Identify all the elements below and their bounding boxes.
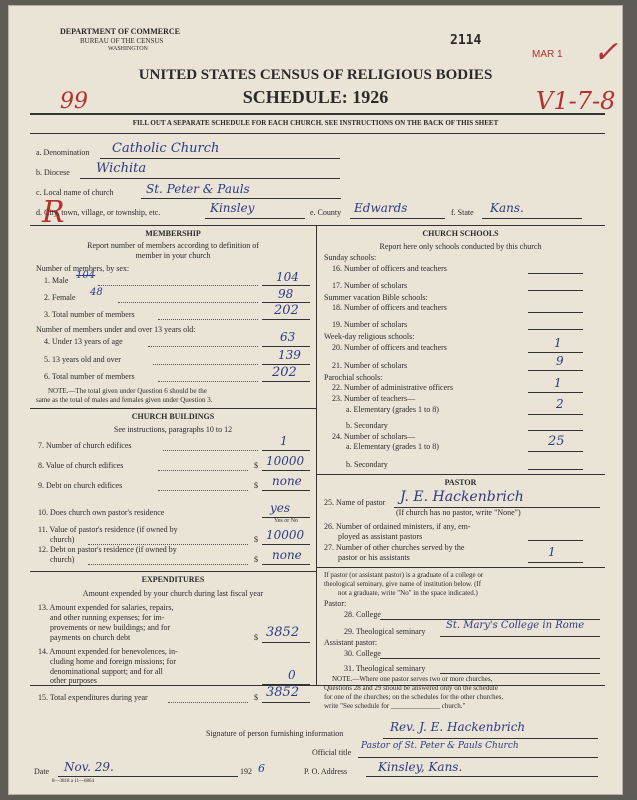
q7-line: [262, 450, 310, 451]
q4-under13-label: 4. Under 13 years of age: [44, 337, 123, 346]
q15-line: [262, 702, 310, 703]
q26-line-2: ployed as assistant pastors: [338, 532, 423, 541]
header-rule-top: [30, 113, 605, 115]
official-title-label: Official title: [312, 748, 352, 757]
q12-label-1: 12. Debt on pastor's residence (if owned by: [38, 545, 177, 554]
q27-line: [528, 562, 583, 563]
q20-line: [528, 352, 583, 353]
q8-dollar: $: [254, 461, 258, 470]
q3-total-label: 3. Total number of members: [44, 310, 135, 319]
q25-value: J. E. Hackenbrich: [400, 489, 524, 505]
q16-line: [528, 273, 583, 274]
q15-label: 15. Total expenditures during year: [38, 693, 148, 702]
q26-line: [528, 540, 583, 541]
q4-leader: [148, 346, 258, 347]
q22-value: 1: [554, 376, 562, 390]
membership-intro-1: Report number of members according to definition of: [87, 241, 259, 250]
po-address-line: [366, 776, 598, 777]
q1-leader: [98, 285, 258, 286]
local-name-label: c. Local name of church: [36, 188, 114, 197]
q6-total-value: 202: [272, 365, 297, 380]
q13-dollar: $: [254, 633, 258, 642]
q11-value: 10000: [266, 528, 305, 542]
q1-male-label: 1. Male: [44, 276, 69, 285]
official-title-line: [358, 757, 598, 758]
q1-male-note: 104: [76, 270, 96, 281]
q14-line-2: cluding home and foreign missions; for: [50, 657, 176, 666]
membership-heading: MEMBERSHIP: [145, 229, 201, 238]
pastor-heading: PASTOR: [444, 478, 477, 487]
q25-hint: (If church has no pastor, write "None"): [396, 508, 521, 517]
q21-label: 21. Number of scholars: [332, 361, 408, 370]
assistant-pastor-label: Assistant pastor:: [324, 638, 378, 647]
q14-line-4: other purposes: [50, 676, 97, 685]
q29-label: 29. Theological seminary: [344, 627, 426, 636]
q21-line: [528, 370, 583, 371]
fill-instructions: FILL OUT A SEPARATE SCHEDULE FOR EACH CHURCH. SEE INSTRUCTIONS ON THE BACK OF THIS SHEET: [132, 119, 499, 127]
state-line: [482, 218, 582, 219]
q10-value: yes: [270, 501, 291, 515]
header-rule-bottom: [30, 133, 605, 134]
q13-line: [262, 642, 310, 643]
q24b-line: [528, 469, 583, 470]
q11-label-2: church): [50, 535, 75, 544]
signature-value: Rev. J. E. Hackenbrich: [390, 720, 526, 734]
membership-note-1: NOTE.—The total given under Question 6 should be the: [48, 387, 207, 395]
q2-leader: [118, 302, 258, 303]
q27-line-1: 27. Number of other churches served by the: [324, 543, 465, 552]
q1-line: [262, 285, 310, 286]
graduate-line-3: not a graduate, write "No" in the space indicated.): [338, 589, 478, 597]
q4-under13-value: 63: [280, 330, 296, 344]
census-schedule-sheet: [8, 5, 623, 795]
q12-value: none: [272, 548, 302, 562]
summer-schools-label: Summer vacation Bible schools:: [324, 293, 428, 302]
diocese-value: Wichita: [96, 161, 147, 176]
expenditures-sub: Amount expended by your church during last fiscal year: [82, 589, 264, 598]
q9-line: [262, 490, 310, 491]
q9-leader: [158, 490, 248, 491]
q20-label: 20. Number of officers and teachers: [332, 343, 447, 352]
q13-line-2: and other running expenses; for im-: [50, 613, 165, 622]
q9-value: none: [272, 474, 302, 488]
q7-value: 1: [280, 434, 288, 448]
graduate-line-1: If pastor (or assistant pastor) is a graduate of a college or: [324, 571, 484, 579]
q25-label: 25. Name of pastor: [324, 498, 386, 507]
q5-leader: [153, 364, 258, 365]
q29-value: St. Mary's College in Rome: [446, 620, 585, 631]
q8-line: [262, 470, 310, 471]
city-name: WASHINGTON: [108, 46, 148, 52]
q2-female-note: 48: [90, 287, 103, 298]
q6-line: [262, 381, 310, 382]
red-note-left: 99: [60, 89, 88, 114]
q23b-line: [528, 430, 583, 431]
department-name: DEPARTMENT OF COMMERCE: [60, 27, 181, 36]
q23a-label: a. Elementary (grades 1 to 8): [346, 405, 439, 414]
q18-line: [528, 312, 583, 313]
q3-total-value: 202: [274, 303, 299, 318]
q23a-value: 2: [556, 397, 564, 411]
denomination-value: Catholic Church: [112, 141, 220, 156]
schools-heading: CHURCH SCHOOLS: [422, 229, 499, 238]
date-value: Nov. 29.: [64, 760, 114, 774]
q29-line: [440, 636, 600, 637]
q28-label: 28. College: [344, 610, 381, 619]
q27-line-2: pastor or his assistants: [338, 553, 410, 562]
q19-line: [528, 329, 583, 330]
buildings-rule: [30, 408, 316, 409]
q11-dollar: $: [254, 535, 258, 544]
q26-line-1: 26. Number of ordained ministers, if any, em-: [324, 522, 471, 531]
state-value: Kans.: [490, 201, 524, 215]
q2-female-label: 2. Female: [44, 293, 76, 302]
q21-value: 9: [556, 354, 564, 368]
form-subtitle: SCHEDULE: 1926: [242, 87, 389, 107]
parochial-schools-label: Parochial schools:: [324, 373, 383, 382]
q24b-label: b. Secondary: [346, 460, 388, 469]
q14-value: 0: [288, 668, 296, 682]
q5-over13-value: 139: [278, 348, 301, 362]
q23a-line: [528, 414, 583, 415]
county-value: Edwards: [354, 201, 408, 215]
q27-value: 1: [548, 545, 556, 559]
buildings-sub: See instructions, paragraphs 10 to 12: [113, 425, 233, 434]
state-label: f. State: [451, 208, 474, 217]
q24a-label: a. Elementary (grades 1 to 8): [346, 442, 439, 451]
q6-leader: [158, 381, 258, 382]
q12-leader: [88, 564, 248, 565]
q6-total-label: 6. Total number of members: [44, 372, 135, 381]
q12-dollar: $: [254, 555, 258, 564]
year-digit: 6: [258, 762, 265, 775]
pastor-label: Pastor:: [324, 599, 347, 608]
buildings-heading: CHURCH BUILDINGS: [131, 412, 215, 421]
year-prefix: 192: [240, 767, 252, 776]
bureau-name: BUREAU OF THE CENSUS: [80, 37, 164, 45]
expenditures-heading: EXPENDITURES: [141, 575, 205, 584]
q10-label: 10. Does church own pastor's residence: [38, 508, 165, 517]
q30-label: 30. College: [344, 649, 381, 658]
q13-line-4: payments on church debt: [50, 633, 131, 642]
q22-line: [528, 392, 583, 393]
q12-label-2: church): [50, 555, 75, 564]
q7-leader: [163, 450, 258, 451]
pastor-note-4: write "See schedule for ______________ church.": [324, 702, 466, 710]
q11-line: [262, 544, 310, 545]
column-divider: [316, 225, 317, 685]
q8-label: 8. Value of church edifices: [38, 461, 124, 470]
q1-male-value: 104: [276, 270, 299, 284]
graduate-rule: [316, 567, 605, 568]
members-by-sex-label: Number of members, by sex:: [36, 264, 130, 273]
local-name-line: [141, 198, 341, 199]
q12-line: [262, 564, 310, 565]
signature-line: [383, 738, 598, 739]
form-codes: 8—3818 a 11—6864: [52, 779, 95, 784]
table-top-rule: [30, 225, 605, 226]
city-label: d. City, town, village, or township, etc.: [36, 208, 161, 217]
q13-value: 3852: [266, 625, 300, 640]
local-name-value: St. Peter & Pauls: [146, 182, 250, 196]
city-value: Kinsley: [210, 201, 255, 215]
signature-label: Signature of person furnishing information: [206, 729, 344, 738]
q22-label: 22. Number of administrative officers: [332, 383, 453, 392]
diocese-label: b. Diocese: [36, 168, 70, 177]
q30-line: [380, 658, 600, 659]
q13-line-1: 13. Amount expended for salaries, repairs,: [38, 603, 174, 612]
date-label: Date: [34, 767, 50, 776]
q24-label: 24. Number of scholars—: [332, 432, 416, 441]
q17-line: [528, 290, 583, 291]
q18-label: 18. Number of officers and teachers: [332, 303, 447, 312]
red-note-right: V1-7-8: [536, 87, 616, 115]
pastor-note-1: NOTE.—Where one pastor serves two or more churches,: [332, 675, 493, 683]
q20-value: 1: [554, 336, 562, 350]
po-address-label: P. O. Address: [304, 767, 348, 776]
form-title: UNITED STATES CENSUS OF RELIGIOUS BODIES: [138, 67, 493, 83]
q14-line-1: 14. Amount expended for benevolences, in-: [38, 647, 178, 656]
q9-label: 9. Debt on church edifices: [38, 481, 123, 490]
q3-leader: [158, 319, 258, 320]
q16-label: 16. Number of officers and teachers: [332, 264, 447, 273]
q19-label: 19. Number of scholars: [332, 320, 408, 329]
pastor-note-3: for one of the churches; on the schedules for the other churches,: [324, 693, 504, 701]
denomination-label: a. Denomination: [36, 148, 90, 157]
table-bottom-rule: [30, 685, 605, 686]
pastor-note-2: Questions 28 and 29 should be answered only on the schedule: [324, 684, 498, 692]
q15-leader: [168, 702, 248, 703]
q9-dollar: $: [254, 481, 258, 490]
q7-label: 7. Number of church edifices: [38, 441, 132, 450]
check-mark: ✓: [593, 35, 619, 70]
membership-note-2: same as the total of males and females given under Question 3.: [36, 396, 213, 404]
red-note-r: R: [42, 195, 65, 230]
expenditures-rule: [30, 571, 316, 572]
q13-line-3: provements or new buildings; and for: [50, 623, 171, 632]
city-line: [205, 218, 305, 219]
q15-dollar: $: [254, 693, 258, 702]
received-stamp: MAR 1: [532, 49, 563, 60]
q24a-value: 25: [548, 434, 565, 449]
schools-intro: Report here only schools conducted by this church: [379, 242, 542, 251]
membership-intro-2: member in your church: [135, 251, 211, 260]
q4-line: [262, 346, 310, 347]
q14-line-3: denominational support; and for all: [50, 667, 163, 676]
q8-leader: [158, 470, 248, 471]
age-intro-label: Number of members under and over 13 years old:: [36, 325, 196, 334]
q23b-label: b. Secondary: [346, 421, 388, 430]
form-number: 2114: [450, 33, 482, 48]
official-title-value: Pastor of St. Peter & Pauls Church: [361, 741, 519, 751]
graduate-line-2: theological seminary, give name of institution below. (If: [324, 580, 482, 588]
q24a-line: [528, 451, 583, 452]
q5-over13-label: 5. 13 years old and over: [44, 355, 121, 364]
q17-label: 17. Number of scholars: [332, 281, 408, 290]
county-line: [350, 218, 445, 219]
q15-value: 3852: [266, 685, 300, 700]
weekday-schools-label: Week-day religious schools:: [324, 332, 415, 341]
q10-hint: Yes or No: [274, 518, 299, 524]
q23-label: 23. Number of teachers—: [332, 394, 416, 403]
q3-line: [262, 319, 310, 320]
county-label: e. County: [310, 208, 342, 217]
q31-label: 31. Theological seminary: [344, 664, 426, 673]
po-address-value: Kinsley, Kans.: [378, 760, 463, 774]
q31-line: [440, 673, 600, 674]
q8-value: 10000: [266, 454, 305, 468]
sunday-schools-label: Sunday schools:: [324, 253, 377, 262]
q2-female-value: 98: [278, 287, 294, 301]
denomination-line: [100, 158, 340, 159]
q11-label-1: 11. Value of pastor's residence (if owned by: [38, 525, 178, 534]
date-line: [58, 776, 238, 777]
pastor-rule: [316, 474, 605, 475]
diocese-line: [80, 178, 340, 179]
